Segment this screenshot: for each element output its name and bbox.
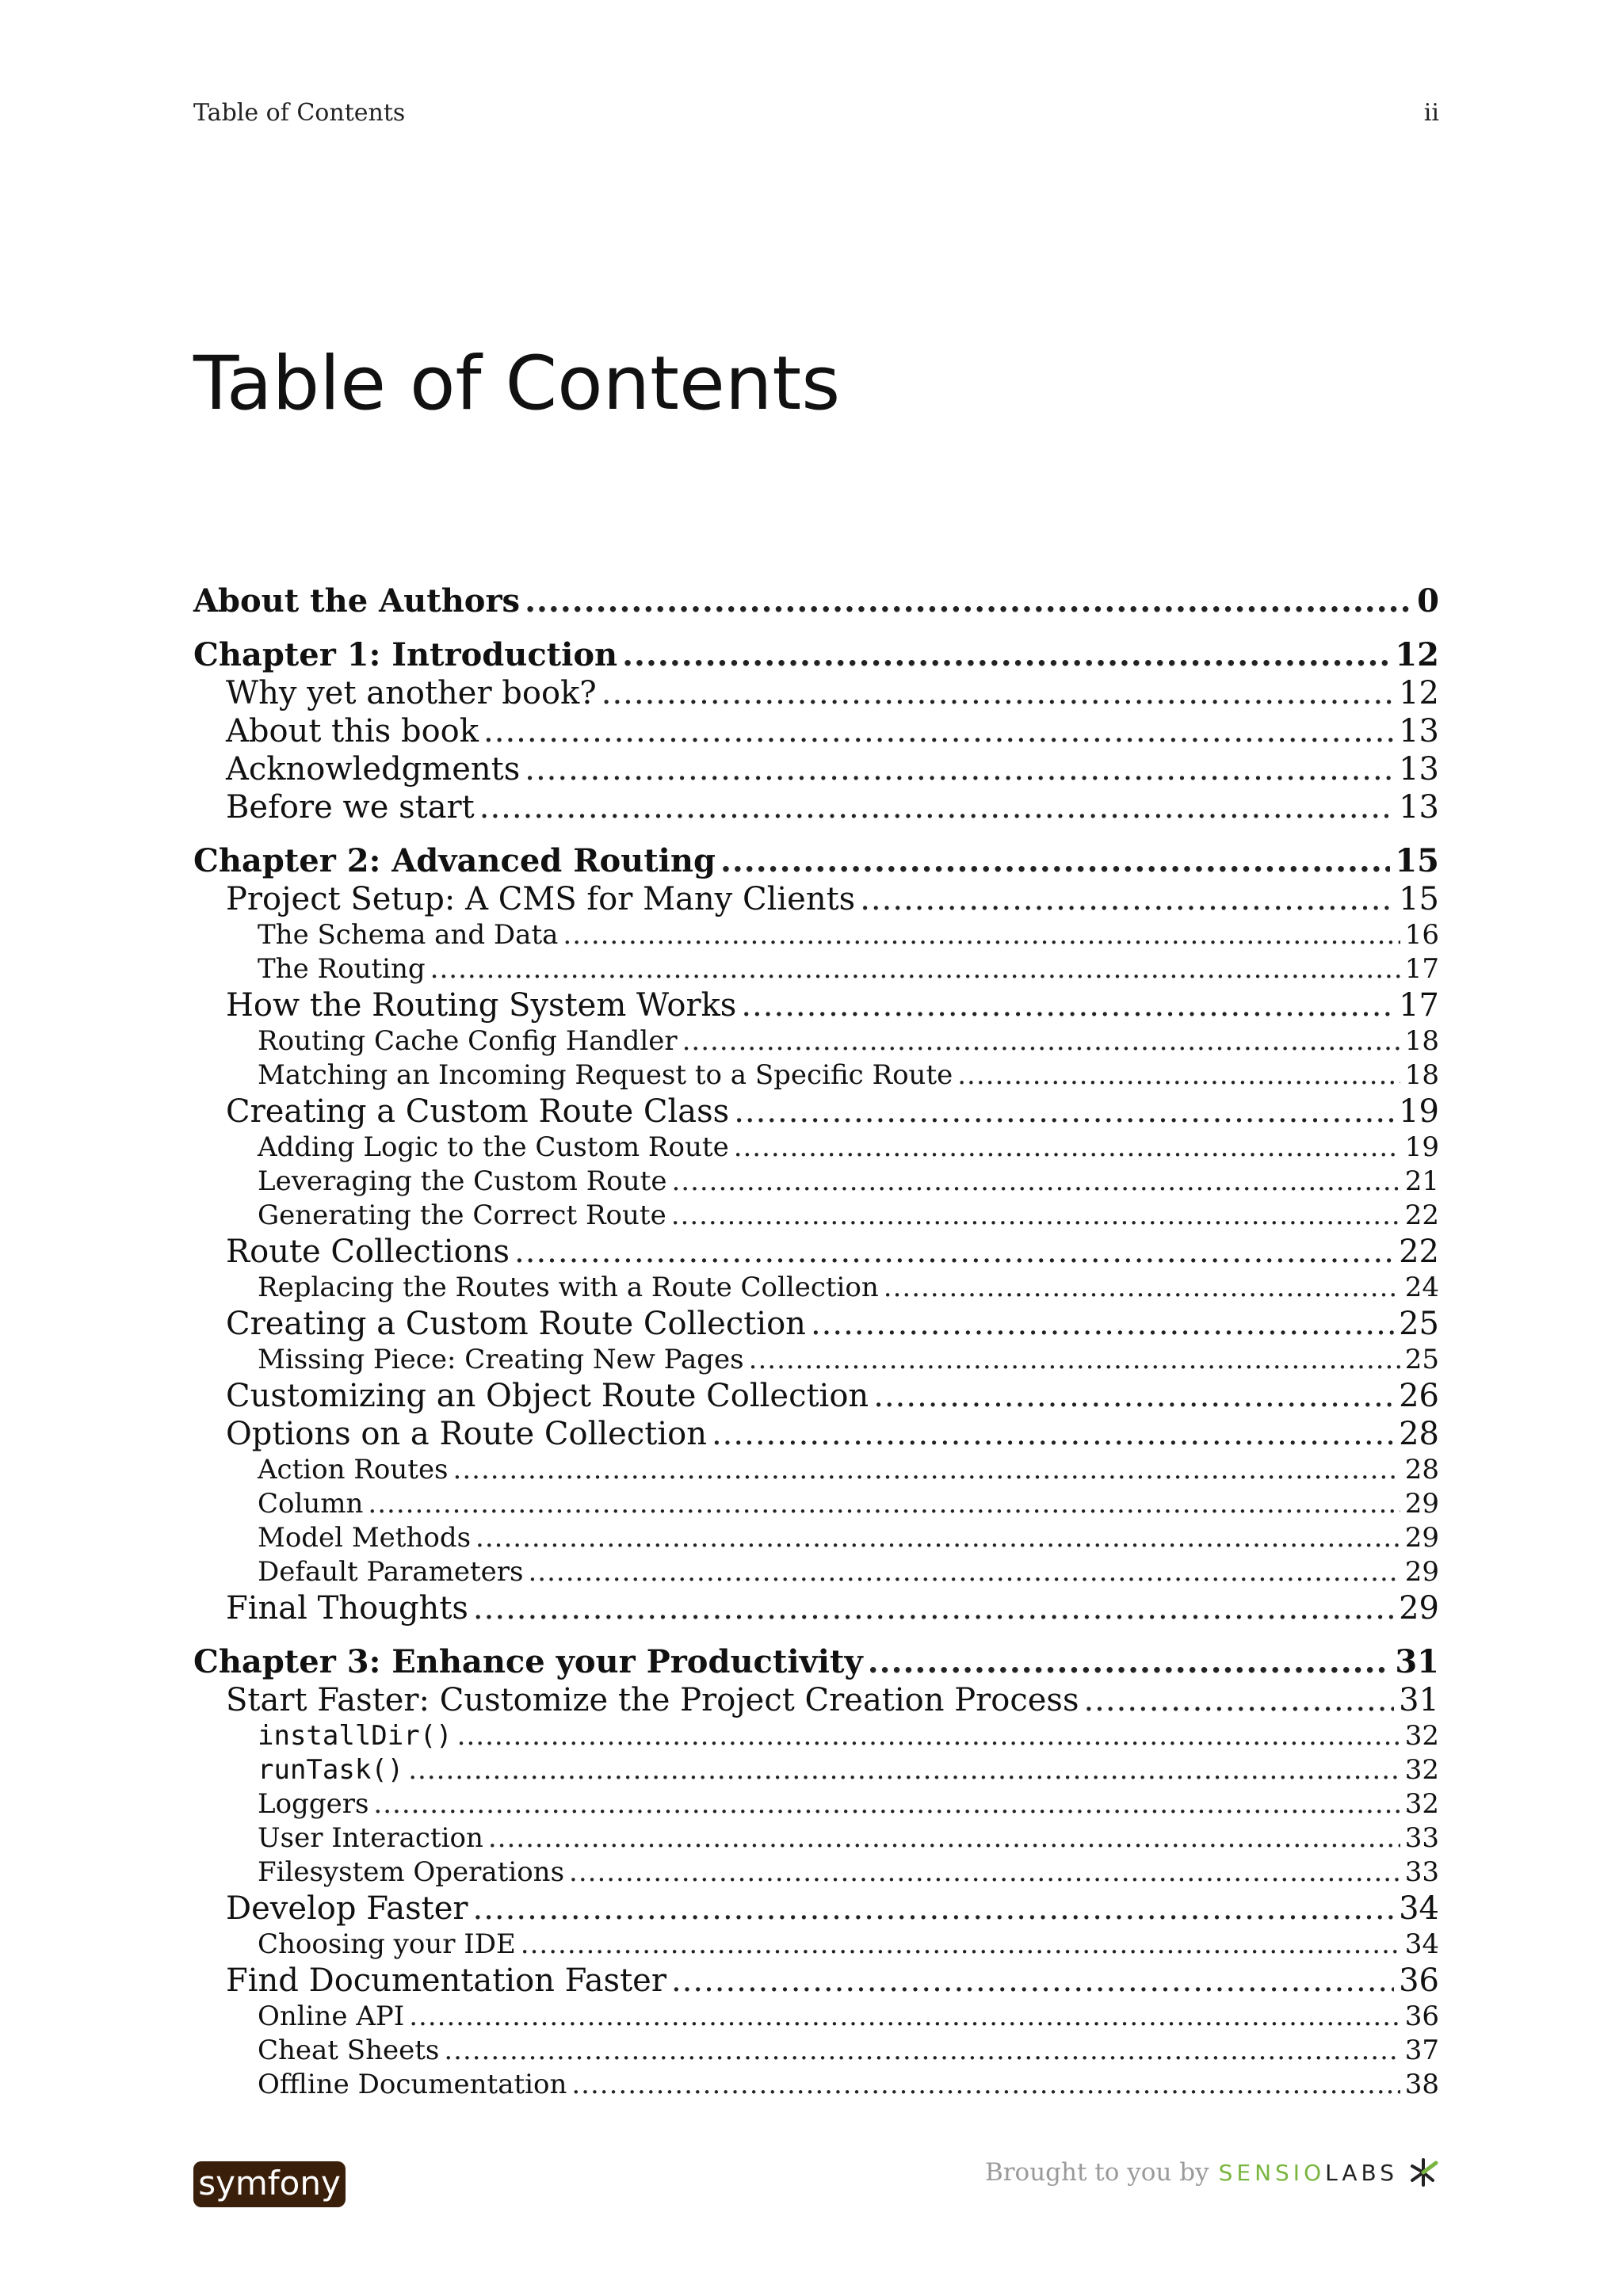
toc-entry-page: 17 [1399,987,1439,1024]
toc-entry-title: The Schema and Data [258,919,559,951]
toc-subsection-entry[interactable] [193,1521,1439,1555]
toc-subsection-entry[interactable] [193,1343,1439,1377]
toc-leader-dots [569,1855,1400,1890]
toc-leader-dots [671,1962,1394,2000]
toc-entry-title: Filesystem Operations [258,1856,565,1888]
toc-subsection-entry[interactable] [193,1753,1439,1787]
toc-entry-page: 0 [1417,582,1439,620]
toc-leader-dots [622,636,1390,674]
toc-chapter-entry[interactable] [193,582,1439,620]
toc-subsection-entry[interactable] [193,1855,1439,1890]
toc-entry-page: 21 [1404,1165,1439,1197]
toc-leader-dots [473,1589,1394,1627]
toc-entry-page: 18 [1404,1059,1439,1091]
toc-entry-title: Chapter 1: Introduction [193,636,618,673]
toc-leader-dots [479,788,1394,826]
toc-entry-page: 34 [1404,1928,1439,1960]
toc-section-entry[interactable] [193,1093,1439,1131]
toc-subsection-entry[interactable] [193,2034,1439,2068]
toc-section-entry[interactable] [193,1589,1439,1627]
toc-entry-title: Acknowledgments [226,751,521,788]
toc-chapter-entry[interactable] [193,842,1439,880]
toc-leader-dots [720,842,1390,880]
toc-section-entry[interactable] [193,712,1439,750]
toc-entry-page: 29 [1404,1522,1439,1554]
toc-leader-dots [475,1521,1400,1555]
toc-entry-page: 32 [1404,1720,1439,1752]
toc-entry-title: Start Faster: Customize the Project Creation Process [226,1682,1079,1718]
toc-entry-title: Generating the Correct Route [258,1199,666,1231]
toc-subsection-entry[interactable] [193,952,1439,986]
toc-entry-title: Find Documentation Faster [226,1962,666,1999]
toc-entry-title: Chapter 2: Advanced Routing [193,842,716,879]
toc-leader-dots [409,2000,1400,2034]
toc-section-entry[interactable] [193,788,1439,826]
toc-entry-page: 32 [1404,1788,1439,1820]
toc-section-entry[interactable] [193,1681,1439,1719]
toc-entry-title: Creating a Custom Route Collection [226,1306,806,1342]
toc-section-entry[interactable] [193,750,1439,788]
brought-to-you-text: Brought to you by [984,2158,1209,2187]
toc-subsection-entry[interactable] [193,1453,1439,1487]
toc-entry-title: Route Collections [226,1234,510,1270]
toc-leader-dots [682,1024,1400,1058]
toc-entry-title: Model Methods [258,1522,472,1554]
sensiolabs-star-icon [1407,2157,1439,2188]
toc-leader-dots [430,952,1400,986]
toc-entry-page: 37 [1404,2035,1439,2066]
toc-entry-page: 29 [1399,1590,1439,1627]
toc-leader-dots [453,1453,1400,1487]
symfony-logo: symfony [193,2161,346,2207]
toc-leader-dots [408,1753,1400,1787]
toc-subsection-entry[interactable] [193,1555,1439,1589]
toc-entry-title: Column [258,1488,364,1520]
toc-entry-title: Choosing your IDE [258,1928,516,1960]
toc-subsection-entry[interactable] [193,1787,1439,1821]
toc-leader-dots [373,1787,1400,1821]
toc-entry-page: 31 [1395,1643,1439,1680]
toc-entry-title: Cheat Sheets [258,2035,440,2066]
toc-section-entry[interactable] [193,986,1439,1024]
toc-subsection-entry[interactable] [193,2068,1439,2102]
toc-leader-dots [473,1890,1395,1928]
toc-entry-title: Matching an Incoming Request to a Specific Route [258,1059,953,1091]
toc-subsection-entry[interactable] [193,1487,1439,1521]
toc-entry-page: 29 [1404,1556,1439,1588]
sponsor-credit [985,2157,1439,2188]
toc-subsection-entry[interactable] [193,1821,1439,1855]
toc-entry-page: 32 [1404,1754,1439,1786]
toc-subsection-entry[interactable] [193,1058,1439,1093]
toc-entry-page: 12 [1399,675,1439,711]
toc-subsection-entry[interactable] [193,1199,1439,1233]
toc-entry-title: User Interaction [258,1822,483,1854]
toc-subsection-entry[interactable] [193,1131,1439,1165]
toc-section-entry[interactable] [193,1377,1439,1415]
toc-entry-title: How the Routing System Works [226,987,737,1024]
toc-section-entry[interactable] [193,1415,1439,1453]
toc-entry-title: Creating a Custom Route Class [226,1093,730,1130]
toc-chapter-entry[interactable] [193,636,1439,674]
running-header-title: Table of Contents [193,99,406,127]
toc-entry-page: 29 [1404,1488,1439,1520]
toc-entry-title: About the Authors [193,582,521,620]
toc-leader-dots [873,1377,1394,1415]
toc-entry-page: 19 [1399,1093,1439,1130]
toc-entry-title: Offline Documentation [258,2069,567,2100]
toc-entry-page: 28 [1399,1416,1439,1452]
toc-entry-page: 22 [1404,1199,1439,1231]
toc-entry-title: Develop Faster [226,1890,468,1927]
toc-entry-page: 15 [1399,881,1439,917]
toc-subsection-entry[interactable] [193,1024,1439,1058]
toc-entry-title: The Routing [258,953,426,985]
toc-subsection-entry[interactable] [193,918,1439,952]
toc-leader-dots [749,1343,1400,1377]
toc-entry-page: 13 [1399,751,1439,788]
toc-leader-dots [860,880,1394,918]
toc-subsection-entry[interactable] [193,1719,1439,1753]
toc-entry-title: Leveraging the Custom Route [258,1165,667,1197]
toc-entry-page: 33 [1404,1822,1439,1854]
toc-leader-dots [563,918,1400,952]
toc-leader-dots [868,1643,1391,1681]
toc-entry-title: Chapter 3: Enhance your Productivity [193,1643,863,1680]
toc-leader-dots [811,1305,1394,1343]
toc-section-entry[interactable] [193,1890,1439,1928]
toc-entry-title: runTask() [258,1754,404,1786]
toc-leader-dots [884,1271,1400,1305]
toc-leader-dots [521,1928,1400,1962]
toc-entry-title: Customizing an Object Route Collection [226,1378,869,1414]
toc-entry-title: Project Setup: A CMS for Many Clients [226,881,856,917]
toc-entry-page: 31 [1399,1682,1439,1718]
toc-leader-dots [488,1821,1400,1855]
toc-entry-title: Action Routes [258,1454,449,1486]
toc-section-entry[interactable] [193,1233,1439,1271]
toc-leader-dots [525,750,1394,788]
toc-entry-title: Replacing the Routes with a Route Collection [258,1272,879,1303]
toc-subsection-entry[interactable] [193,1165,1439,1199]
toc-subsection-entry[interactable] [193,1928,1439,1962]
toc-section-entry[interactable] [193,674,1439,712]
toc-leader-dots [601,674,1394,712]
toc-section-entry[interactable] [193,1962,1439,2000]
toc-leader-dots [957,1058,1400,1093]
toc-subsection-entry[interactable] [193,1271,1439,1305]
toc-entry-page: 34 [1399,1890,1439,1927]
toc-chapter-entry[interactable] [193,1643,1439,1681]
toc-leader-dots [483,712,1394,750]
toc-entry-title: Before we start [226,789,475,826]
toc-entry-page: 13 [1399,789,1439,826]
table-of-contents [193,582,1439,2102]
toc-leader-dots [734,1093,1394,1131]
toc-entry-page: 15 [1395,842,1439,879]
toc-entry-page: 36 [1399,1962,1439,1999]
toc-entry-title: Adding Logic to the Custom Route [258,1131,729,1163]
toc-entry-title: Online API [258,2000,405,2032]
toc-leader-dots [571,2068,1400,2102]
toc-leader-dots [514,1233,1394,1271]
toc-section-entry[interactable] [193,1305,1439,1343]
toc-section-entry[interactable] [193,880,1439,918]
toc-entry-page: 12 [1395,636,1439,673]
toc-subsection-entry[interactable] [193,2000,1439,2034]
toc-entry-page: 36 [1404,2000,1439,2032]
toc-leader-dots [525,582,1412,620]
page-number: ii [1423,99,1439,127]
toc-entry-page: 25 [1399,1306,1439,1342]
toc-entry-page: 26 [1399,1378,1439,1414]
toc-entry-title: About this book [226,713,479,749]
toc-leader-dots [1083,1681,1394,1719]
toc-entry-title: Why yet another book? [226,675,597,711]
toc-leader-dots [741,986,1394,1024]
toc-entry-page: 24 [1404,1272,1439,1303]
toc-entry-page: 18 [1404,1025,1439,1057]
toc-entry-page: 28 [1404,1454,1439,1486]
page-title: Table of Contents [193,341,841,427]
toc-leader-dots [528,1555,1400,1589]
toc-entry-title: Routing Cache Config Handler [258,1025,678,1057]
toc-entry-page: 33 [1404,1856,1439,1888]
toc-leader-dots [457,1719,1400,1753]
toc-entry-page: 38 [1404,2069,1439,2100]
toc-entry-title: Missing Piece: Creating New Pages [258,1344,744,1375]
toc-entry-page: 22 [1399,1234,1439,1270]
toc-entry-title: Default Parameters [258,1556,524,1588]
toc-entry-title: Options on a Route Collection [226,1416,707,1452]
sensio-wordmark: SENSIO [1218,2159,1326,2186]
toc-entry-page: 13 [1399,713,1439,749]
toc-leader-dots [734,1131,1400,1165]
toc-entry-page: 16 [1404,919,1439,951]
toc-leader-dots [671,1199,1400,1233]
toc-entry-title: Final Thoughts [226,1590,468,1627]
labs-wordmark: LABS [1325,2159,1398,2186]
toc-leader-dots [671,1165,1400,1199]
toc-entry-title: Loggers [258,1788,369,1820]
toc-entry-title: installDir() [258,1720,453,1752]
toc-leader-dots [368,1487,1400,1521]
toc-leader-dots [712,1415,1394,1453]
toc-leader-dots [444,2034,1400,2068]
toc-entry-page: 17 [1404,953,1439,985]
toc-entry-page: 25 [1404,1344,1439,1375]
toc-entry-page: 19 [1404,1131,1439,1163]
